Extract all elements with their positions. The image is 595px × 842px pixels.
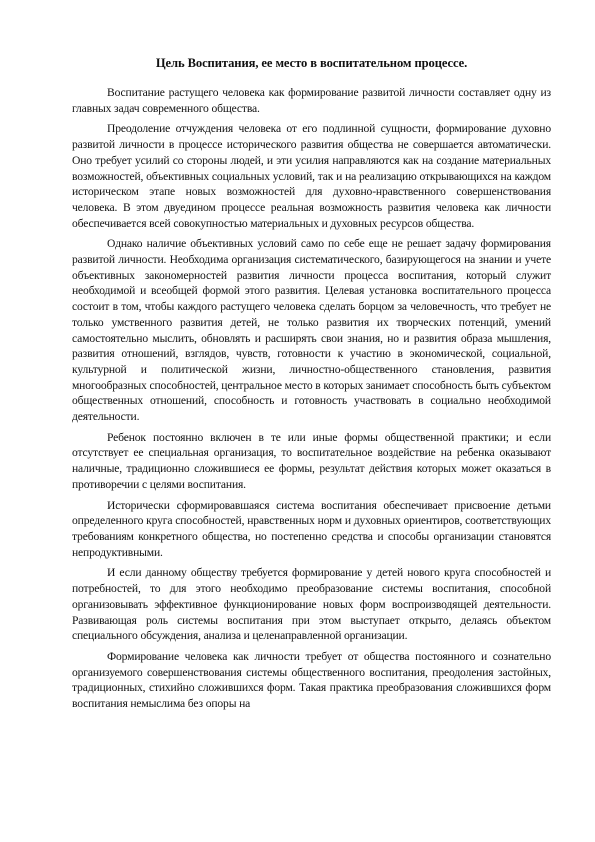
paragraph-4: Ребенок постоянно включен в те или иные формы общественной практики; и если отсутствует ее специальная организация, то воспитательное воздействие на ребенка оказывают наличные, традиционно сложившиеся ее формы, результат действия которых может оказаться в противоречии с целями воспитания.	[72, 430, 551, 491]
paragraph-2: Преодоление отчуждения человека от его подлинной сущности, формирование духовно развитой личности в процессе исторического развития общества не совершается автоматически. Оно требует усилий со стороны людей, и эти усилия направляются как на создание материальных возможностей, объективных социальных условий, так и на реализацию открывающихся на каждом историческом этапе новых возможностей для духовно-нравственного совершенствования человека. В этом двуедином процессе реальная возможность развития человека как личности обеспечивается всей совокупностью материальных и духовных ресурсов общества.	[72, 122, 551, 230]
paragraph-5: Исторически сформировавшаяся система воспитания обеспечивает присвоение детьми определенного круга способностей, нравственных норм и духовных ориентиров, соответствующих требованиям конкретного общества, но постепенно средства и способы организации становятся непродуктивными.	[72, 498, 551, 559]
paragraph-7: Формирование человека как личности требует от общества постоянного и сознательно организуемого совершенствования системы общественного воспитания, преодоления застойных, традиционных, стихийно сложившихся форм. Такая практика преобразования сложившихся форм воспитания немыслима без опоры на	[72, 649, 551, 711]
paragraph-3: Однако наличие объективных условий само по себе еще не решает задачу формирования развитой личности. Необходима организация систематического, базирующегося на знании и учете объективных закономерностей развития личности процесса воспитания, который служит необходимой и всеобщей формой этого развития. Целевая установка воспитательного процесса состоит в том, чтобы каждого растущего человека сделать борцом за человечность, что требует не только умственного развития детей, не только развития их творческих потенций, умений самостоятельно мыслить, обновлять и расширять свои знания, но и развития образа мышления, развития отношений, взглядов, чувств, готовности к участию в экономической, социальной, культурной и политической жизни, личностно-общественного становления, развития многообразных способностей, центральное место в которых занимает способность быть субъектом общественных отношений, способность и готовность участвовать в социально необходимой деятельности.	[72, 237, 551, 424]
paragraph-1: Воспитание растущего человека как формирование развитой личности составляет одну из главных задач современного общества.	[72, 86, 551, 115]
document-title: Цель Воспитания, ее место в воспитательном процессе.	[155, 56, 468, 70]
paragraph-6: И если данному обществу требуется формирование у детей нового круга способностей и потребностей, то для этого необходимо преобразование системы воспитания, способной организовывать эффективное функционирование новых форм воспроизводящей деятельности. Развивающая роль системы воспитания при этом выступает открыто, делаясь объектом специального обсуждения, анализа и целенаправленной организации.	[72, 566, 551, 643]
